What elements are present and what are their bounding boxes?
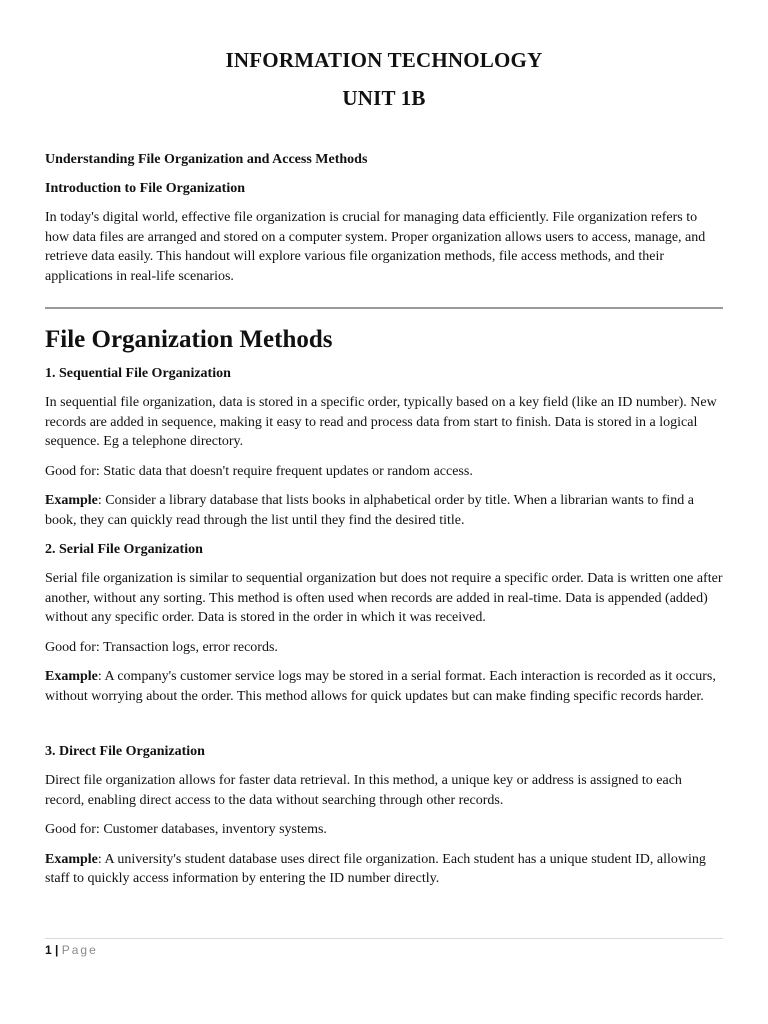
sequential-example: [45, 491, 723, 530]
serial-good-for: Good for: Transaction logs, error records.: [45, 639, 278, 655]
page-label: Page: [61, 943, 98, 957]
page-number: 1: [45, 943, 52, 957]
unit-title: UNIT 1B: [342, 86, 426, 110]
example-text: : Consider a library database that lists books in alphabetical order by title. When a librarian wants to find a book, they can quickly read through the list until they find the desired title.: [45, 493, 695, 528]
spacer: [45, 716, 723, 742]
example-label: Example: [45, 669, 98, 684]
direct-good-for: Good for: Customer databases, inventory systems.: [45, 822, 327, 837]
serial-example: [45, 667, 723, 706]
sequential-heading: 1. Sequential File Organization: [45, 366, 231, 381]
example-text: : A company's customer service logs may be stored in a serial format. Each interaction is recorded as it occurs, without worrying about the order. This method allows for quick updates but can make finding specific records harder.: [45, 669, 716, 704]
horizontal-divider: [45, 307, 723, 309]
intro-paragraph: In today's digital world, effective file organization is crucial for managing data efficiently. File organization refers to how data files are arranged and stored on a computer system. Proper organization allows users to access, manage, and retrieve data easily. This handout will explore various file organization methods, file access methods, and their applications in real-life scenarios.: [45, 210, 706, 284]
sequential-good-for: Good for: Static data that doesn't require frequent updates or random access.: [45, 463, 473, 479]
intro-subheading: Introduction to File Organization: [45, 181, 246, 196]
intro-heading: Understanding File Organization and Access Methods: [45, 152, 368, 167]
footer-separator: |: [55, 943, 59, 957]
serial-heading: 2. Serial File Organization: [45, 542, 203, 557]
document-body: [45, 150, 723, 899]
example-text: : A university's student database uses direct file organization. Each student has a unique student ID, allowing staff to quickly access information by entering the ID number directly.: [45, 851, 706, 886]
document-page: [45, 0, 723, 1024]
example-label: Example: [45, 851, 98, 867]
example-label: Example: [45, 493, 98, 508]
document-title: INFORMATION TECHNOLOGY: [225, 48, 543, 72]
section-heading: File Organization Methods: [45, 326, 333, 353]
page-footer: [45, 938, 723, 957]
serial-paragraph: Serial file organization is similar to sequential organization but does not require a specific order. Data is written one after another, without any sorting. This method is often used when records are added in real-time. Data is appended (added) without any specific order. Data is stored in the order in which it was received.: [45, 571, 723, 625]
direct-paragraph: Direct file organization allows for faster data retrieval. In this method, a unique key or address is assigned to each record, enabling direct access to the data without searching through other records.: [45, 773, 682, 808]
direct-heading: 3. Direct File Organization: [45, 744, 205, 759]
sequential-paragraph: In sequential file organization, data is stored in a specific order, typically based on a key field (like an ID number). New records are added in sequence, making it easy to read and process data from start to finish. Data is stored in a logical sequence. Eg a telephone directory.: [45, 395, 717, 449]
direct-example: [45, 850, 723, 889]
